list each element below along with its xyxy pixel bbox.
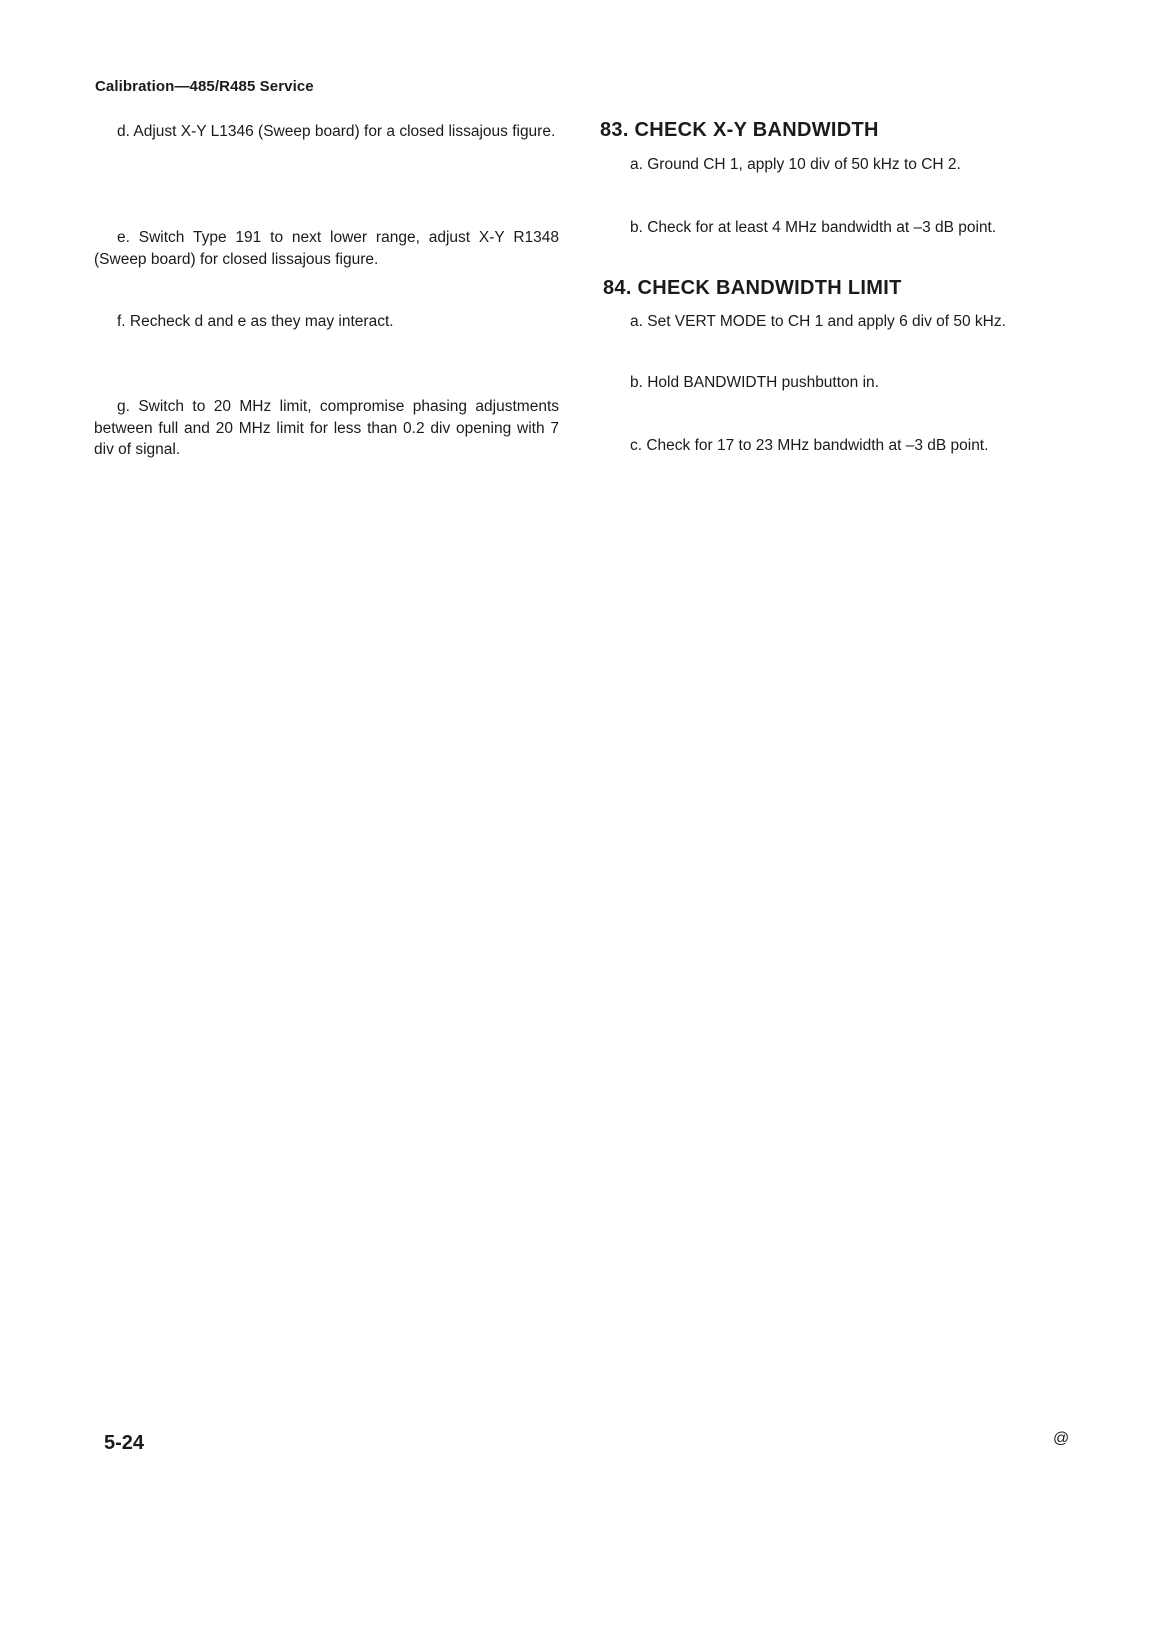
section-84-heading: 84. CHECK BANDWIDTH LIMIT bbox=[603, 277, 902, 299]
running-header: Calibration—485/R485 Service bbox=[95, 78, 314, 95]
step-d-text: d. Adjust X-Y L1346 (Sweep board) for a closed lissajous figure. bbox=[117, 123, 556, 140]
step-f-text: f. Recheck d and e as they may interact. bbox=[117, 313, 394, 330]
section-83-step-a: a. Ground CH 1, apply 10 div of 50 kHz to CH 2. bbox=[630, 156, 961, 173]
section-83-heading: 83. CHECK X-Y BANDWIDTH bbox=[600, 119, 879, 141]
footer-mark: @ bbox=[1053, 1430, 1070, 1447]
section-84-step-c: c. Check for 17 to 23 MHz bandwidth at –3 dB point. bbox=[630, 437, 989, 454]
section-84-step-a: a. Set VERT MODE to CH 1 and apply 6 div of 50 kHz. bbox=[630, 313, 1006, 330]
section-84-step-b: b. Hold BANDWIDTH pushbutton in. bbox=[630, 374, 879, 391]
step-e-text: e. Switch Type 191 to next lower range, adjust X-Y R1348 (Sweep board) for closed lissajous figure. bbox=[94, 229, 559, 268]
section-83-step-b: b. Check for at least 4 MHz bandwidth at –3 dB point. bbox=[630, 219, 997, 236]
page-number: 5-24 bbox=[104, 1432, 145, 1454]
step-g-text: g. Switch to 20 MHz limit, compromise phasing adjustments between full and 20 MHz limit for less than 0.2 div opening with 7 div of signal. bbox=[94, 398, 559, 458]
